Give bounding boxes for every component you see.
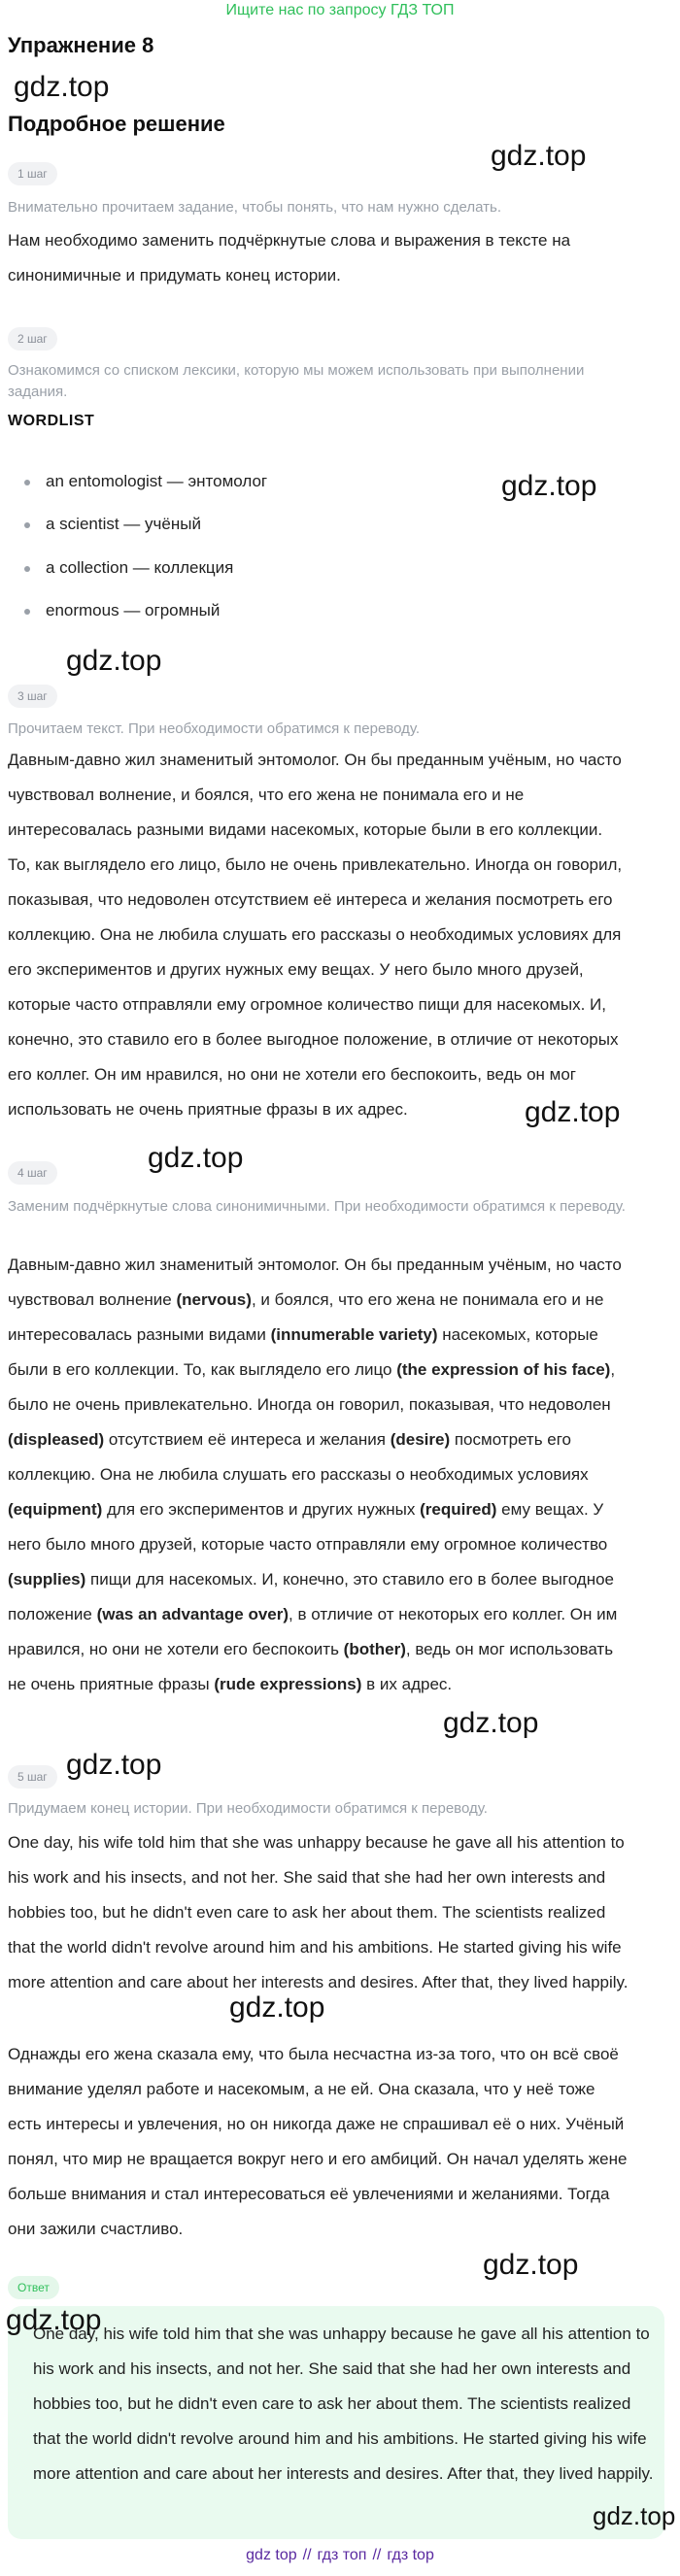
- watermark: gdz.top: [525, 1096, 621, 1128]
- section-title: Подробное решение: [8, 112, 225, 136]
- watermark: gdz.top: [14, 71, 110, 103]
- watermark: gdz.top: [501, 470, 597, 502]
- wordlist-item: a scientist — учёный: [24, 513, 201, 536]
- watermark: gdz.top: [66, 1749, 162, 1781]
- watermark: gdz.top: [443, 1707, 539, 1739]
- step-3-hint: Прочитаем текст. При необходимости обратимся к переводу.: [8, 720, 421, 737]
- answer-text: One day, his wife told him that she was unhappy because he gave all his attention to his work and his insects, and not her. She said that she had her own interests and hobbies too, but he didn't even care to ask her about them. The scientists realized that the world didn't revolve around him and his ambitions. He started giving his wife more attention and care about her interests and desires. After that, they lived happily.: [33, 2325, 654, 2483]
- step-5-hint: Придумаем конец истории. При необходимости обратимся к переводу.: [8, 1800, 488, 1817]
- wordlist-item: enormous — огромный: [24, 599, 220, 622]
- watermark: gdz.top: [229, 1991, 325, 2024]
- watermark: gdz.top: [6, 2304, 102, 2336]
- step-1-hint: Внимательно прочитаем задание, чтобы понять, что нам нужно сделать.: [8, 199, 502, 216]
- footer-separator: //: [372, 2547, 382, 2563]
- wordlist-item: a collection — коллекция: [24, 556, 233, 580]
- step-2-hint: Ознакомимся со списком лексики, которую мы можем использовать при выполнении задания.: [8, 362, 585, 400]
- step-5-russian: Однажды его жена сказала ему, что была несчастна из-за того, что он всё своё внимание уделял работе и насекомым, а не ей. Она сказала, что у неё тоже есть интересы и увлечения, но он никогда даже не спрашивал её о них. Учёный понял, что мир не вращается вокруг него и его амбиций. Он начал уделять жене больше внимания и стал интересоваться её увлечениями и желаниями. Тогда они зажили счастливо.: [8, 2045, 628, 2238]
- answer-badge: Ответ: [8, 2276, 59, 2299]
- step-5-english: One day, his wife told him that she was unhappy because he gave all his attention to his work and his insects, and not her. She said that she had her own interests and hobbies too, but he didn't even care to ask her about them. The scientists realized that the world didn't revolve around him and his ambitions. He started giving his wife more attention and care about her interests and desires. After that, they lived happily.: [8, 1833, 629, 1991]
- footer-link-gdz-top[interactable]: gdz top: [246, 2547, 297, 2563]
- step-badge-1: 1 шаг: [8, 162, 57, 185]
- watermark: gdz.top: [593, 2501, 676, 2530]
- watermark: gdz.top: [66, 645, 162, 677]
- step-badge-4: 4 шаг: [8, 1161, 57, 1185]
- step-4-hint: Заменим подчёркнутые слова синонимичными. При необходимости обратимся к переводу.: [8, 1198, 626, 1215]
- watermark: gdz.top: [148, 1142, 244, 1174]
- footer-links: [0, 2545, 680, 2566]
- step-badge-5: 5 шаг: [8, 1765, 57, 1789]
- bullet-icon: [24, 522, 30, 528]
- step-badge-3: 3 шаг: [8, 685, 57, 708]
- bullet-icon: [24, 609, 30, 615]
- footer-link-gdz-top-mixed[interactable]: гдз top: [387, 2547, 434, 2563]
- wordlist-title: WORDLIST: [8, 413, 95, 429]
- watermark: gdz.top: [491, 140, 587, 172]
- search-hint-link[interactable]: Ищите нас по запросу ГДЗ ТОП: [225, 2, 455, 18]
- wordlist-item: an entomologist — энтомолог: [24, 470, 267, 493]
- bullet-icon: [24, 566, 30, 572]
- step-1-text: Нам необходимо заменить подчёркнутые слова и выражения в тексте на синонимичные и придумать конец истории.: [8, 231, 571, 284]
- exercise-title: Упражнение 8: [8, 33, 154, 57]
- step-3-text: Давным-давно жил знаменитый энтомолог. Он бы преданным учёным, но часто чувствовал волнение, и боялся, что его жена не понимала его и не интересовалась разными видами насекомых, которые были в его коллекции. То, как выглядело его лицо, было не очень привлекательно. Иногда он говорил, показывая, что недоволен отсутствием её интереса и желания посмотреть его коллекцию. Она не любила слушать его рассказы о необходимых условиях для его экспериментов и других нужных ему вещах. У него было много друзей, которые часто отправляли ему огромное количество пищи для насекомых. И, конечно, это ставило его в более выгодное положение, в отличие от некоторых его коллег. Он им нравился, но они не хотели его беспокоить, ведь он мог использовать не очень приятные фразы в их адрес.: [8, 751, 623, 1119]
- footer-link-gdz-top-ru[interactable]: гдз топ: [317, 2547, 367, 2563]
- bullet-icon: [24, 480, 30, 485]
- step-badge-2: 2 шаг: [8, 327, 57, 351]
- watermark: gdz.top: [483, 2249, 579, 2281]
- step-4-text: Давным-давно жил знаменитый энтомолог. Он бы преданным учёным, но часто чувствовал волнение (nervous), и боялся, что его жена не понимала его и не интересовалась разными видами (innumerable variety) насекомых, которые были в его коллекции. То, как выглядело его лицо (the expression of his face), было не очень привлекательно. Иногда он говорил, показывая, что недоволен (displeased) отсутствием её интереса и желания (desire) посмотреть его коллекцию. Она не любила слушать его рассказы о необходимых условиях (equipment) для его экспериментов и других нужных (required) ему вещах. У него было много друзей, которые часто отправляли ему огромное количество (supplies) пищи для насекомых. И, конечно, это ставило его в более выгодное положение (was an advantage over), в отличие от некоторых его коллег. Он им нравился, но они не хотели его беспокоить (bother), ведь он мог использовать не очень приятные фразы (rude expressions) в их адрес.: [8, 1255, 622, 1693]
- footer-separator: //: [302, 2547, 312, 2563]
